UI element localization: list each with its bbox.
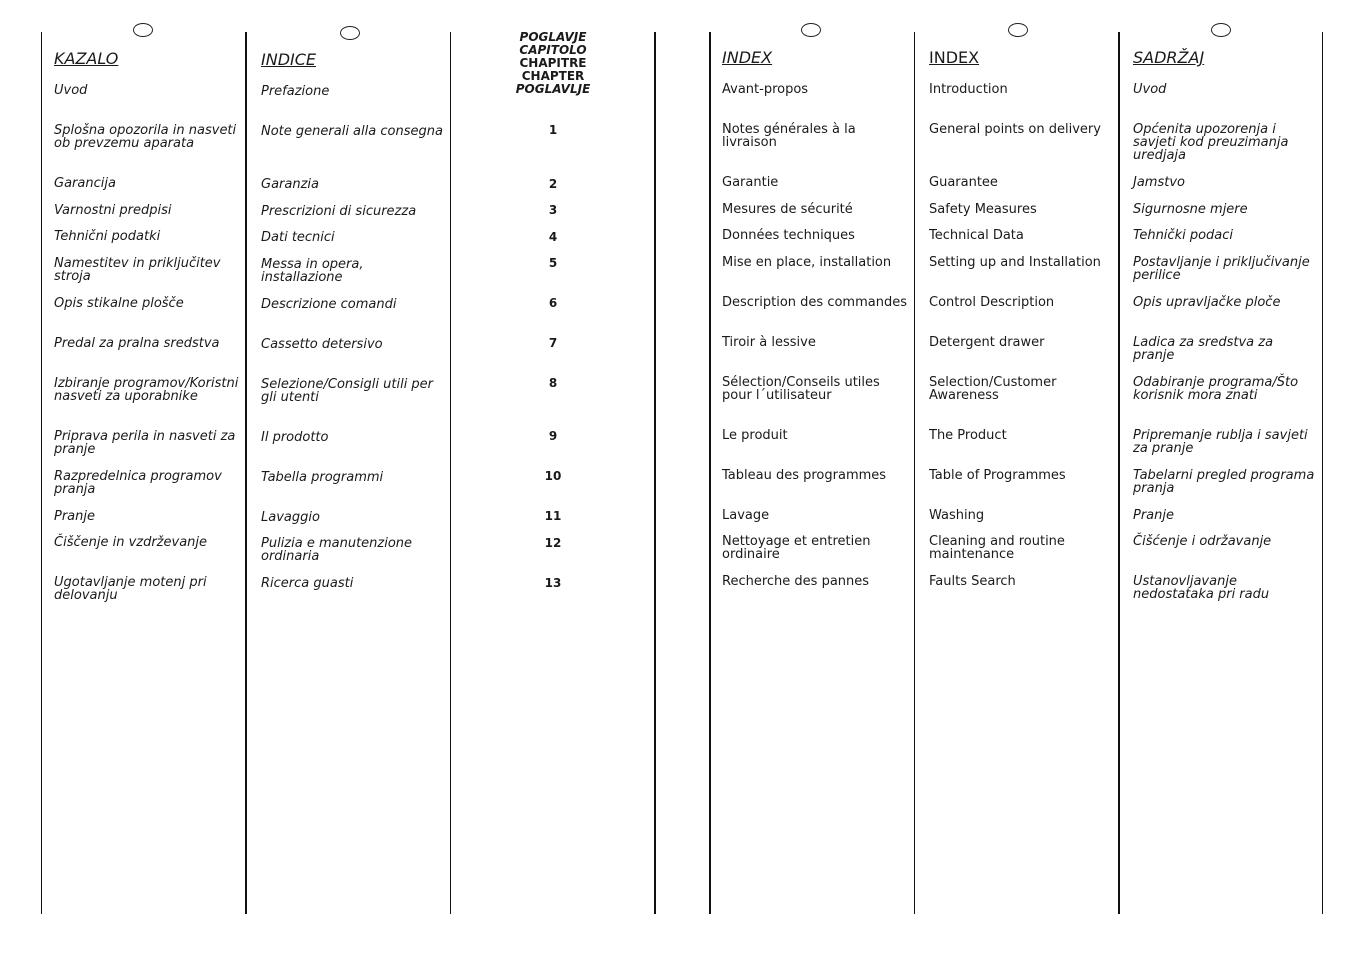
toc-entry: Messa in opera, installazione — [261, 257, 364, 285]
toc-entry: Postavljanje i priključivanje perilice — [1133, 255, 1310, 283]
toc-entry: Garancija — [54, 176, 116, 191]
toc-entry: Notes générales à la livraison — [722, 122, 856, 150]
toc-entry: Tabella programmi — [261, 470, 384, 485]
toc-entry: Recherche des pannes — [722, 574, 870, 589]
column-divider — [450, 32, 451, 914]
binder-hole-icon — [1211, 23, 1231, 37]
toc-entry: General points on delivery — [929, 122, 1101, 137]
toc-entry: Tehnični podatki — [54, 229, 161, 244]
toc-entry: Garanzia — [261, 177, 319, 192]
toc-entry: Setting up and Installation — [929, 255, 1101, 270]
toc-entry: Tehnički podaci — [1133, 228, 1234, 243]
chapter-number: 3 — [548, 203, 558, 217]
column-title: INDEX — [929, 48, 980, 67]
toc-entry: Ricerca guasti — [261, 576, 354, 591]
toc-entry: Safety Measures — [929, 202, 1037, 217]
chapter-number: 1 — [548, 123, 558, 137]
toc-entry: Odabiranje programa/Što korisnik mora znati — [1133, 375, 1299, 403]
column-divider — [1322, 32, 1323, 914]
binder-hole-icon — [801, 23, 821, 37]
toc-entry: Sélection/Conseils utiles pour l´utilisateur — [722, 375, 880, 403]
chapter-header — [493, 31, 613, 96]
binder-hole-icon — [340, 26, 360, 40]
column-title: INDEX — [722, 48, 773, 67]
toc-entry: Ladica za sredstva za pranje — [1133, 335, 1274, 363]
toc-entry: Nettoyage et entretien ordinaire — [722, 534, 871, 562]
chapter-number: 5 — [548, 256, 558, 270]
chapter-number: 13 — [544, 576, 562, 590]
binder-hole-icon — [1008, 23, 1028, 37]
chapter-label: CHAPTER — [521, 69, 585, 83]
toc-entry: Selection/Customer Awareness — [929, 375, 1057, 403]
toc-entry: Čiščenje in vzdrževanje — [54, 535, 208, 550]
chapter-label: POGLAVJE — [519, 30, 587, 44]
intro-entry: Introduction — [929, 82, 1008, 97]
toc-entry: Splošna opozorila in nasveti ob prevzemu aparata — [54, 123, 237, 151]
chapter-number: 10 — [544, 469, 562, 483]
toc-entry: Ugotavljanje motenj pri delovanju — [54, 575, 207, 603]
toc-entry: Opis upravljačke ploče — [1133, 295, 1281, 310]
toc-entry: Dati tecnici — [261, 230, 335, 245]
toc-entry: Lavaggio — [261, 510, 320, 525]
column-title: INDICE — [261, 50, 317, 69]
intro-entry: Uvod — [1133, 82, 1167, 97]
toc-entry: The Product — [929, 428, 1007, 443]
toc-entry: Guarantee — [929, 175, 998, 190]
toc-entry: Description des commandes — [722, 295, 907, 310]
column-divider — [41, 32, 42, 914]
toc-entry: Tabelarni pregled programa pranja — [1133, 468, 1315, 496]
column-title: KAZALO — [54, 49, 119, 68]
toc-entry: Pulizia e manutenzione ordinaria — [261, 536, 413, 564]
toc-entry: Selezione/Consigli utili per gli utenti — [261, 377, 434, 405]
page-divider — [709, 32, 711, 914]
toc-entry: Namestitev in priključitev stroja — [54, 256, 221, 284]
toc-entry: Predal za pralna sredstva — [54, 336, 220, 351]
chapter-label: CHAPITRE — [519, 56, 587, 70]
column-title: SADRŽAJ — [1133, 48, 1205, 67]
toc-entry: Control Description — [929, 295, 1055, 310]
toc-entry: Ustanovljavanje nedostataka pri radu — [1133, 574, 1270, 602]
column-divider — [914, 32, 915, 914]
toc-entry: Sigurnosne mjere — [1133, 202, 1248, 217]
chapter-label: CAPITOLO — [519, 43, 587, 57]
toc-entry: Priprava perila in nasveti za pranje — [54, 429, 236, 457]
intro-entry: Prefazione — [261, 84, 330, 99]
toc-entry: Tableau des programmes — [722, 468, 887, 483]
toc-entry: Cleaning and routine maintenance — [929, 534, 1065, 562]
toc-entry: Garantie — [722, 175, 779, 190]
toc-entry: Pripremanje rublja i savjeti za pranje — [1133, 428, 1308, 456]
toc-entry: Detergent drawer — [929, 335, 1045, 350]
chapter-number: 2 — [548, 177, 558, 191]
toc-entry: Technical Data — [929, 228, 1024, 243]
column-divider — [1118, 32, 1120, 914]
chapter-number: 6 — [548, 296, 558, 310]
toc-entry: Table of Programmes — [929, 468, 1066, 483]
chapter-number: 8 — [548, 376, 558, 390]
toc-entry: Opis stikalne plošče — [54, 296, 184, 311]
toc-entry: Općenita upozorenja i savjeti kod preuzimanja uredjaja — [1133, 122, 1289, 163]
toc-entry: Jamstvo — [1133, 175, 1185, 190]
column-divider — [245, 32, 247, 914]
toc-entry: Il prodotto — [261, 430, 329, 445]
intro-entry: Avant-propos — [722, 82, 809, 97]
toc-entry: Izbiranje programov/Koristni nasveti za uporabnike — [54, 376, 239, 404]
chapter-number: 12 — [544, 536, 562, 550]
toc-entry: Lavage — [722, 508, 770, 523]
toc-entry: Faults Search — [929, 574, 1016, 589]
toc-entry: Note generali alla consegna — [261, 124, 443, 139]
toc-entry: Cassetto detersivo — [261, 337, 383, 352]
toc-entry: Mise en place, installation — [722, 255, 892, 270]
toc-entry: Washing — [929, 508, 985, 523]
toc-entry: Pranje — [54, 509, 95, 524]
binder-hole-icon — [133, 23, 153, 37]
chapter-number: 4 — [548, 230, 558, 244]
chapter-label: POGLAVLJE — [515, 82, 591, 96]
toc-entry: Pranje — [1133, 508, 1174, 523]
toc-entry: Descrizione comandi — [261, 297, 397, 312]
toc-entry: Čišćenje i održavanje — [1133, 534, 1272, 549]
page-divider — [654, 32, 656, 914]
toc-entry: Tiroir à lessive — [722, 335, 816, 350]
chapter-number: 7 — [548, 336, 558, 350]
toc-entry: Données techniques — [722, 228, 855, 243]
toc-entry: Varnostni predpisi — [54, 203, 172, 218]
chapter-number: 11 — [544, 509, 562, 523]
toc-entry: Prescrizioni di sicurezza — [261, 204, 417, 219]
toc-entry: Razpredelnica programov pranja — [54, 469, 222, 497]
chapter-number: 9 — [548, 429, 558, 443]
intro-entry: Uvod — [54, 83, 88, 98]
toc-entry: Mesures de sécurité — [722, 202, 853, 217]
toc-entry: Le produit — [722, 428, 788, 443]
